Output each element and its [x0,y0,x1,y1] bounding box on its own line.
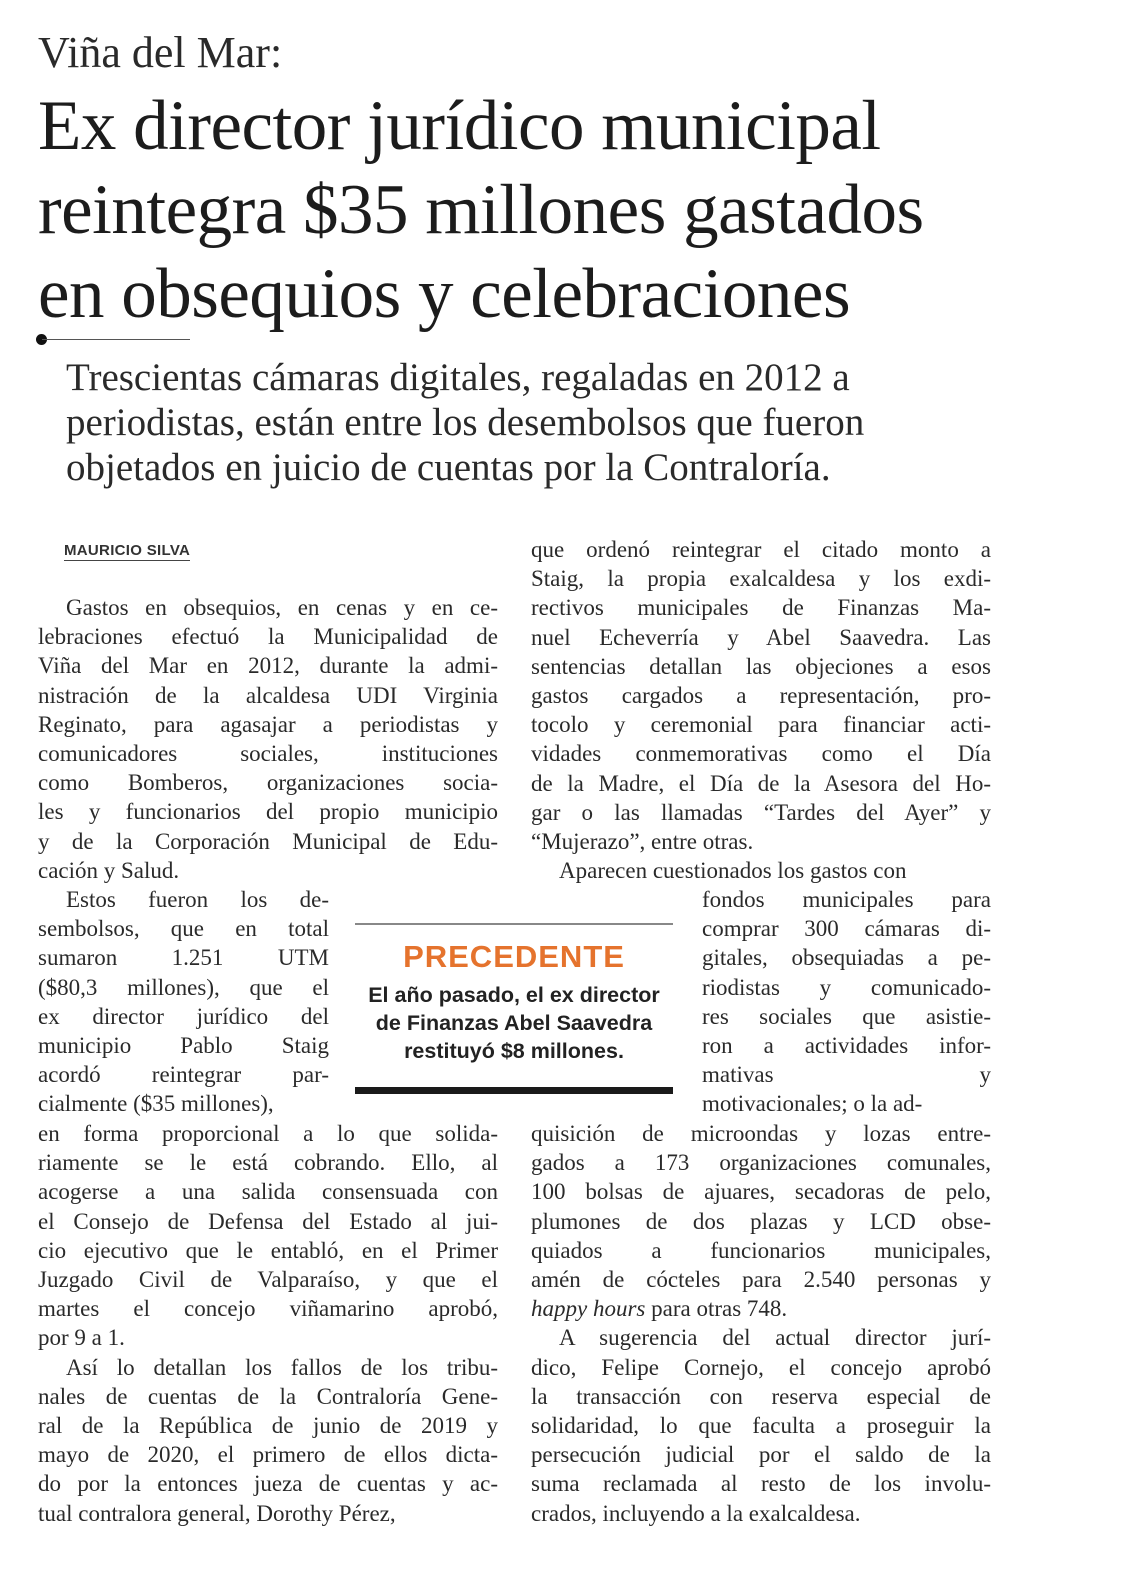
paragraph-line: acogerse a una salida consensuada con [38,1179,498,1205]
paragraph-line: solidaridad, lo que faculta a proseguir la [531,1413,991,1439]
happy-hours-italic: happy hours [531,1296,646,1322]
paragraph-line: por 9 a 1. [38,1325,125,1351]
paragraph-line: ($80,3 millones), que el [38,974,329,1000]
deck [66,355,1126,490]
byline: MAURICIO SILVA [64,542,191,559]
col1-bottom [38,1119,498,1528]
paragraph-line: sumaron 1.251 UTM [38,945,329,971]
paragraph-line: cación y Salud. [38,857,180,883]
paragraph-line: do por la entonces jueza de cuentas y ac- [38,1471,498,1497]
paragraph-line: sentencias detallan las objeciones a esos [531,653,991,679]
paragraph-line: Juzgado Civil de Valparaíso, y que el [38,1267,498,1293]
paragraph-line: mativas y [702,1062,991,1088]
paragraph-line: 100 bolsas de ajuares, secadoras de pelo, [531,1179,991,1205]
col2-bottom [531,1119,991,1528]
headline-rule [42,339,190,340]
paragraph-line: nuel Echeverría y Abel Saavedra. Las [531,624,991,650]
paragraph-line: suma reclamada al resto de los involu- [531,1471,991,1497]
deck-line: Trescientas cámaras digitales, regaladas en 2012 a [66,356,850,399]
col2-narrow [702,885,991,1119]
kicker: Viña del Mar: [38,28,283,77]
paragraph-line: amén de cócteles para 2.540 personas y [531,1267,991,1293]
paragraph-line: plumones de dos plazas y LCD obse- [531,1208,991,1234]
paragraph-line: comunicadores sociales, instituciones [38,741,498,767]
paragraph-line: tocolo y ceremonial para financiar acti- [531,712,991,738]
paragraph-line: Aparecen cuestionados los gastos con [559,858,907,884]
paragraph-line: quisición de microondas y lozas entre- [531,1121,991,1146]
paragraph-line: tual contralora general, Dorothy Pérez, [38,1500,396,1526]
paragraph-line: lebraciones efectuó la Municipalidad de [38,624,498,650]
paragraph-line: A sugerencia del actual director jurí- [559,1325,991,1351]
paragraph-line: gitales, obsequiadas a pe- [702,945,991,971]
col1-narrow [38,885,329,1119]
paragraph-line: rectivos municipales de Finanzas Ma- [531,595,991,621]
paragraph-line: acordó reintegrar par- [38,1062,329,1088]
paragraph-line: municipio Pablo Staig [38,1033,329,1059]
paragraph-line: Reginato, para agasajar a periodistas y [38,711,498,737]
headline-line: reintegra $35 millones gastados [38,171,924,249]
pullquote-text: El año pasado, el ex director de Finanzas Abel Saavedra restituyó $8 millones. [368,983,660,1063]
paragraph-line: fondos municipales para [702,887,991,912]
paragraph-line: quiados a funcionarios municipales, [531,1237,991,1263]
deck-line: objetados en juicio de cuentas por la Contraloría. [66,446,831,489]
paragraph-line: la transacción con reserva especial de [531,1383,991,1409]
paragraph-line: riamente se le está cobrando. Ello, al [38,1150,498,1176]
headline-line: en obsequios y celebraciones [38,255,851,333]
paragraph-line: riodistas y comunicado- [702,974,991,1000]
happy-hours-rest: para otras 748. [645,1296,788,1322]
col2-top [531,535,991,885]
paragraph-line: ron a actividades infor- [702,1033,991,1059]
paragraph-line: Gastos en obsequios, en cenas y en ce- [66,595,498,620]
paragraph-line: mayo de 2020, el primero de ellos dicta- [38,1442,498,1468]
col1-top [38,593,498,885]
paragraph-line: Así lo detallan los fallos de los tribu- [66,1354,498,1380]
paragraph-line: gados a 173 organizaciones comunales, [531,1150,991,1176]
paragraph-line: el Consejo de Defensa del Estado al jui- [38,1208,498,1234]
pullquote-bottom-rule [355,1087,673,1094]
paragraph-line: que ordenó reintegrar el citado monto a [531,537,991,562]
paragraph-line: gar o las llamadas “Tardes del Ayer” y [531,799,991,825]
paragraph-line: y de la Corporación Municipal de Edu- [38,828,498,854]
headline [38,84,1118,336]
paragraph-line: vidades conmemorativas como el Día [531,741,991,767]
pullquote-box [355,923,673,1094]
paragraph-line: Staig, la propia exalcaldesa y los exdi- [531,566,991,592]
paragraph-line [531,1294,991,1323]
paragraph-line: motivacionales; o la ad- [702,1091,923,1117]
paragraph-line: ral de la República de junio de 2019 y [38,1413,498,1439]
paragraph-line: dico, Felipe Cornejo, el concejo aprobó [531,1354,991,1380]
paragraph-line: “Mujerazo”, entre otras. [531,829,754,855]
paragraph-line: les y funcionarios del propio municipio [38,799,498,825]
deck-line: periodistas, están entre los desembolsos que fueron [66,401,865,444]
paragraph-line: comprar 300 cámaras di- [702,916,991,942]
headline-line: Ex director jurídico municipal [38,87,881,165]
paragraph-line: ex director jurídico del [38,1003,329,1029]
paragraph-line: de la Madre, el Día de la Asesora del Ho- [531,770,991,796]
paragraph-line: persecución judicial por el saldo de la [531,1442,991,1468]
paragraph-line: Estos fueron los de- [66,887,329,912]
pullquote-label: PRECEDENTE [403,939,625,974]
pullquote-top-rule [355,923,673,925]
paragraph-line: martes el concejo viñamarino aprobó, [38,1296,498,1322]
paragraph-line: nales de cuentas de la Contraloría Gene- [38,1383,498,1409]
paragraph-line: cialmente ($35 millones), [38,1091,274,1117]
paragraph-line: Viña del Mar en 2012, durante la admi- [38,653,498,679]
paragraph-line: en forma proporcional a lo que solida- [38,1121,498,1146]
paragraph-line: como Bomberos, organizaciones socia- [38,770,498,796]
paragraph-line: crados, incluyendo a la exalcaldesa. [531,1500,861,1526]
paragraph-line: gastos cargados a representación, pro- [531,683,991,709]
paragraph-line: sembolsos, que en total [38,916,329,942]
paragraph-line: res sociales que asistie- [702,1003,991,1029]
paragraph-line: cio ejecutivo que le entabló, en el Primer [38,1237,498,1263]
paragraph-line: nistración de la alcaldesa UDI Virginia [38,682,498,708]
